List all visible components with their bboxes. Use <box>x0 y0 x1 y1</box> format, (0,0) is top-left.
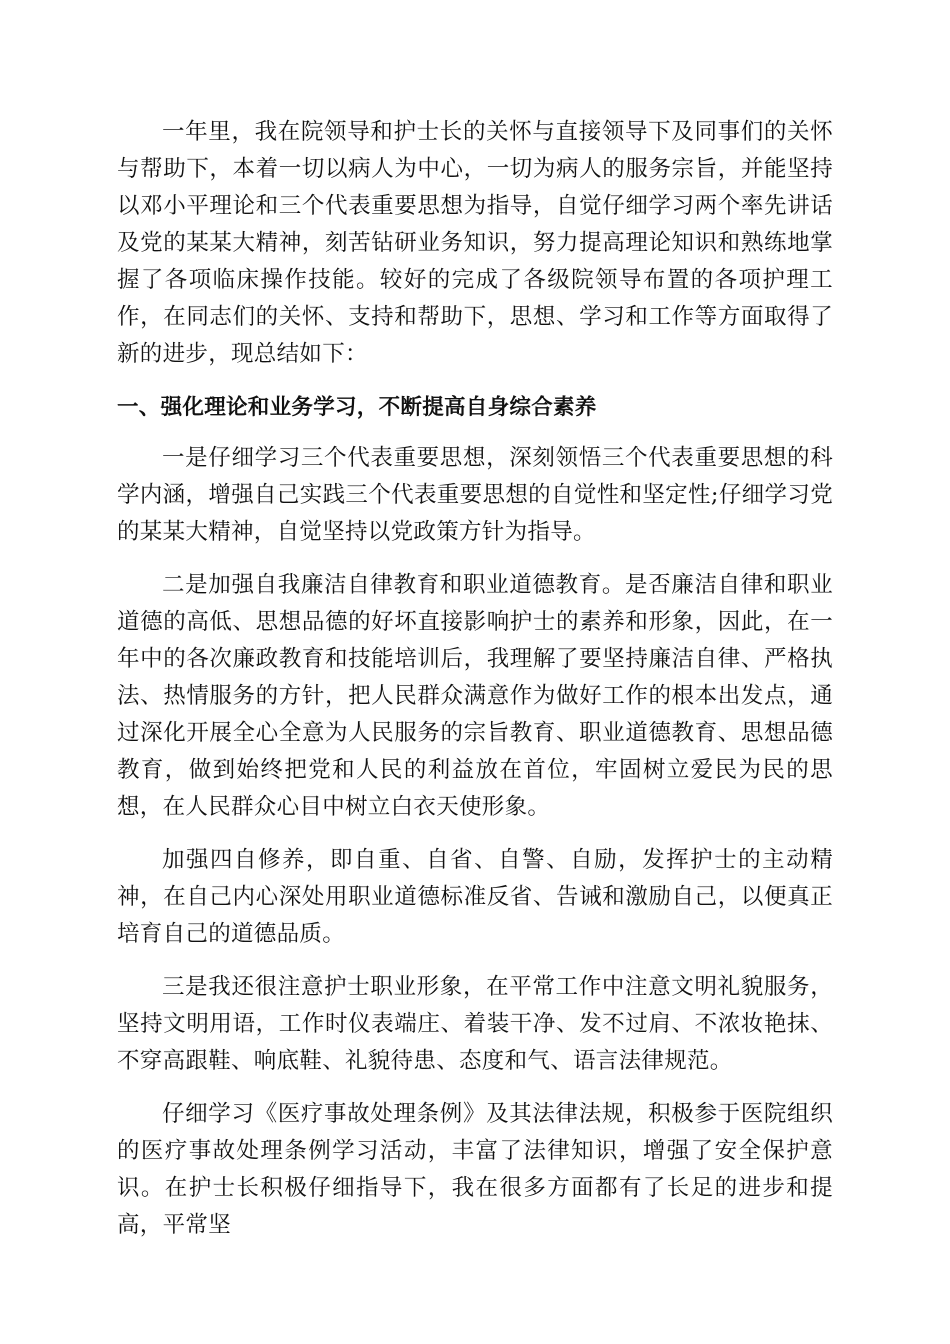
intro-paragraph: 一年里，我在院领导和护士长的关怀与直接领导下及同事们的关怀与帮助下，本着一切以病人为中心，一切为病人的服务宗旨，并能坚持以邓小平理论和三个代表重要思想为指导，自觉仔细学习两个率先讲话及党的某某大精神，刻苦钻研业务知识，努力提高理论知识和熟练地掌握了各项临床操作技能。较好的完成了各级院领导布置的各项护理工作，在同志们的关怀、支持和帮助下，思想、学习和工作等方面取得了新的进步，现总结如下： <box>117 119 833 367</box>
paragraph-ethics-education: 二是加强自我廉洁自律教育和职业道德教育。是否廉洁自律和职业道德的高低、思想品德的好坏直接影响护士的素养和形象，因此，在一年中的各次廉政教育和技能培训后，我理解了要坚持廉洁自律、严格执法、热情服务的方针，把人民群众满意作为做好工作的根本出发点，通过深化开展全心全意为人民服务的宗旨教育、职业道德教育、思想品德教育，做到始终把党和人民的利益放在首位，牢固树立爱民为民的思想，在人民群众心目中树立白衣天使形象。 <box>117 572 833 820</box>
paragraph-legal-study: 仔细学习《医疗事故处理条例》及其法律法规，积极参于医院组织的医疗事故处理条例学习活动，丰富了法律知识，增强了安全保护意识。在护士长积极仔细指导下，我在很多方面都有了长足的进步和提高，平常坚 <box>117 1101 833 1238</box>
document-page <box>117 114 833 1238</box>
paragraph-study-theory: 一是仔细学习三个代表重要思想，深刻领悟三个代表重要思想的科学内涵，增强自己实践三个代表重要思想的自觉性和坚定性;仔细学习党的某某大精神，自觉坚持以党政策方针为指导。 <box>117 445 833 545</box>
paragraph-professional-image: 三是我还很注意护士职业形象，在平常工作中注意文明礼貌服务，坚持文明用语，工作时仪表端庄、着装干净、发不过肩、不浓妆艳抹、不穿高跟鞋、响底鞋、礼貌待患、态度和气、语言法律规范。 <box>117 974 833 1074</box>
paragraph-self-cultivation: 加强四自修养，即自重、自省、自警、自励，发挥护士的主动精神，在自己内心深处用职业道德标准反省、告诫和激励自己，以便真正培育自己的道德品质。 <box>117 847 833 947</box>
section-heading: 一、强化理论和业务学习，不断提高自身综合素养 <box>117 395 597 420</box>
